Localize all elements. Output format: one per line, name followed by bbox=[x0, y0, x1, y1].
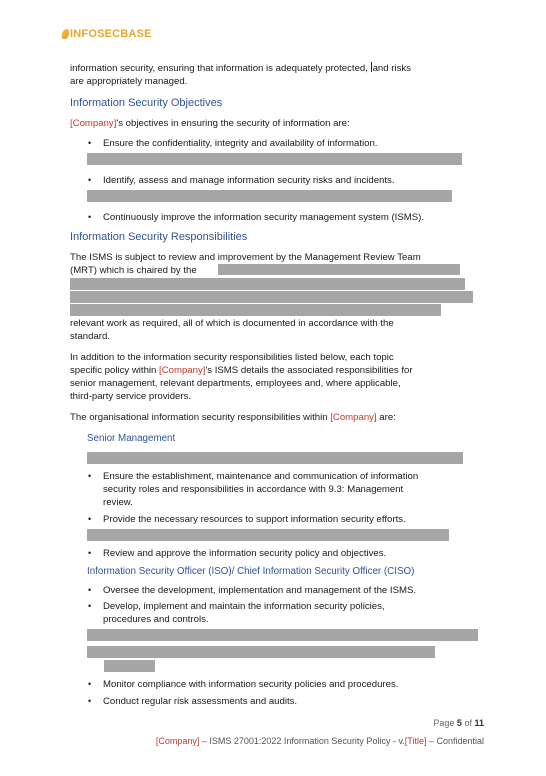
responsibilities-heading: Information Security Responsibilities bbox=[70, 231, 248, 243]
redacted-block bbox=[104, 660, 155, 672]
senior-bullet-2: • Provide the necessary resources to support information security efforts. bbox=[70, 513, 480, 526]
redacted-block bbox=[87, 529, 449, 541]
redacted-block bbox=[70, 304, 441, 316]
senior-bullet-1: • Ensure the establishment, maintenance and communication of information security roles and responsibilities in accordance with 9.3: Management review. bbox=[70, 470, 480, 509]
iso-bullet-4: • Conduct regular risk assessments and audits. bbox=[70, 695, 480, 708]
redacted-block bbox=[70, 278, 465, 290]
redacted-block bbox=[87, 190, 452, 202]
redacted-block bbox=[87, 646, 435, 658]
redacted-block bbox=[87, 153, 462, 165]
iso-ciso-heading: Information Security Officer (ISO)/ Chief Information Security Officer (CISO) bbox=[87, 566, 415, 577]
iso-bullet-1: • Oversee the development, implementation and management of the ISMS. bbox=[70, 584, 480, 597]
page-number: Page 5 of 11 bbox=[433, 718, 484, 728]
infosecbase-logo bbox=[62, 27, 152, 41]
objective-bullet-2: • Identify, assess and manage information security risks and incidents. bbox=[70, 174, 480, 187]
objectives-heading: Information Security Objectives bbox=[70, 97, 223, 109]
objective-bullet-1: • Ensure the confidentiality, integrity and availability of information. bbox=[70, 137, 480, 150]
iso-bullet-3: • Monitor compliance with information security policies and procedures. bbox=[70, 678, 480, 691]
logo-mark-icon bbox=[61, 29, 70, 39]
redacted-block bbox=[218, 264, 460, 275]
footer-document-line: [Company] – ISMS 27001:2022 Information Security Policy - v.[Title] – Confidential bbox=[155, 736, 484, 746]
redacted-block bbox=[87, 452, 463, 464]
objectives-lead: [Company]'s objectives in ensuring the security of information are: bbox=[70, 118, 350, 129]
topic-policy-paragraph: In addition to the information security responsibilities listed below, each topic specific policy within [Company]'s ISMS details the associated responsibilities for senior management, relevant departments, employees and, where applicable, third-party service providers. bbox=[70, 352, 413, 402]
org-responsibilities-lead: The organisational information security responsibilities within [Company] are: bbox=[70, 412, 396, 423]
senior-bullet-3: • Review and approve the information security policy and objectives. bbox=[70, 547, 480, 560]
senior-management-heading: Senior Management bbox=[87, 433, 176, 444]
iso-bullet-2: • Develop, implement and maintain the information security policies, procedures and controls. bbox=[70, 600, 480, 626]
logo-text: INFOSECBASE bbox=[70, 28, 152, 40]
redacted-block bbox=[70, 291, 473, 303]
objective-bullet-3: • Continuously improve the information security management system (ISMS). bbox=[70, 211, 480, 224]
intro-paragraph: information security, ensuring that information is adequately protected, and risks are appropriately managed. bbox=[70, 63, 411, 87]
text-cursor bbox=[371, 62, 372, 72]
document-body bbox=[70, 62, 480, 708]
redacted-block bbox=[87, 629, 478, 641]
mrt-paragraph: The ISMS is subject to review and improvement by the Management Review Team (MRT) which is chaired by the relevant work as required, all of which is documented in accordance with the standard. bbox=[70, 251, 480, 343]
